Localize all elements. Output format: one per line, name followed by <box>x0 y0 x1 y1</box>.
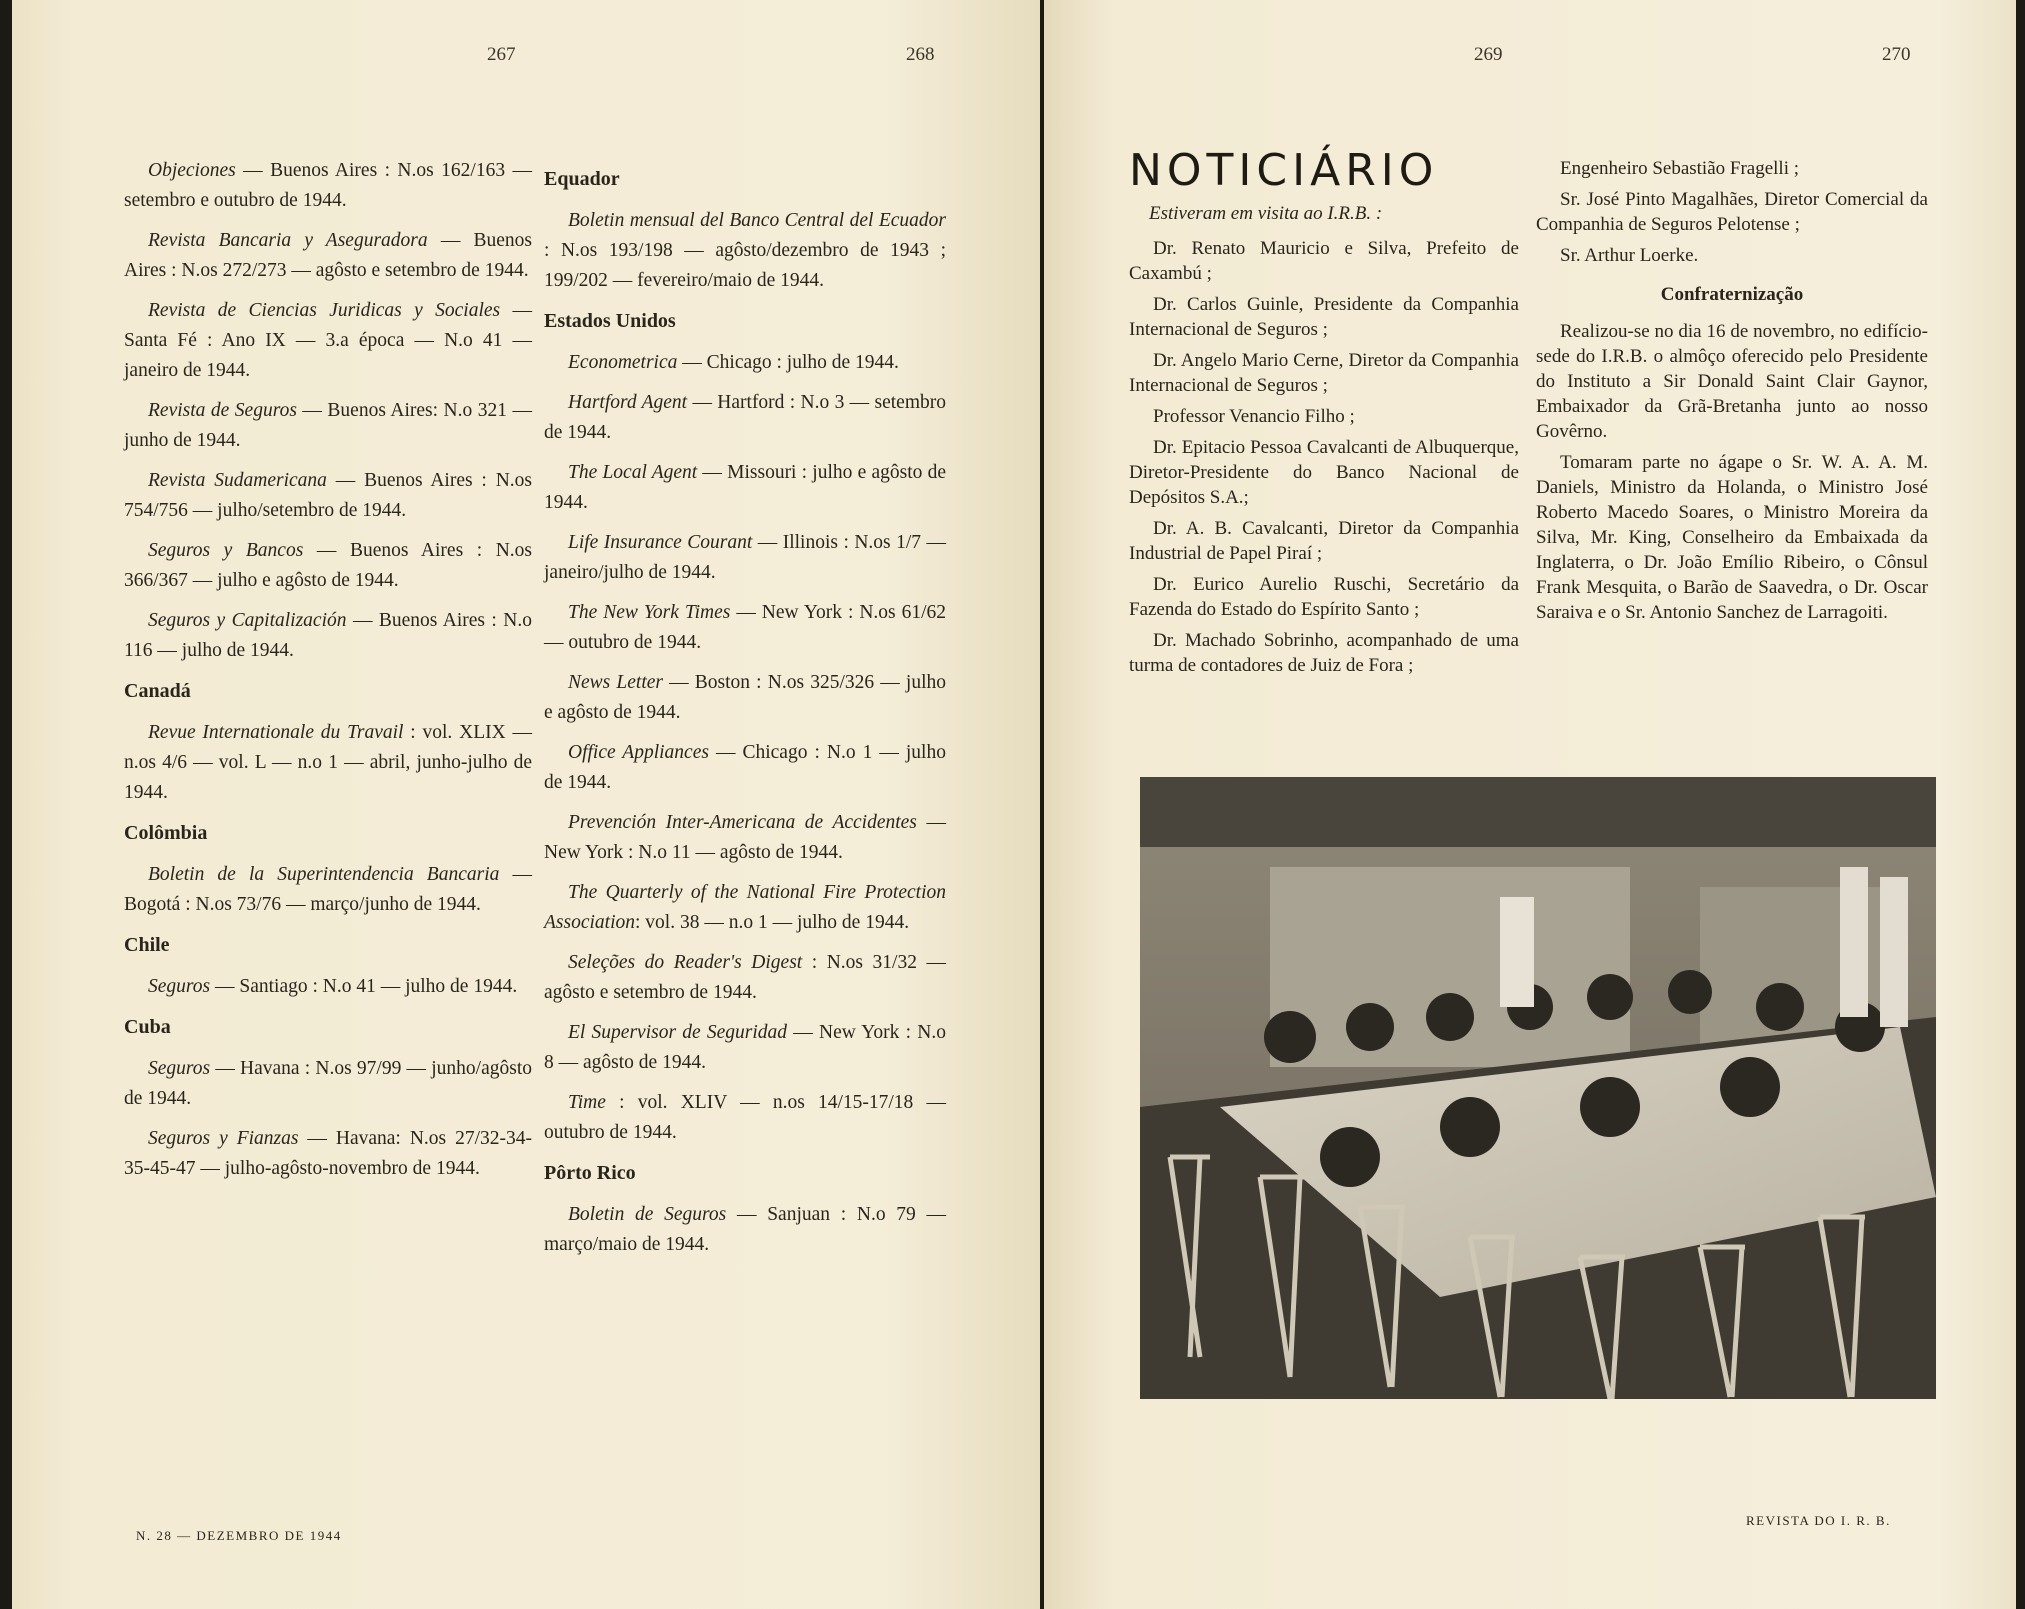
periodical-entry <box>124 156 532 216</box>
periodical-title: Seguros y Bancos <box>148 540 304 561</box>
periodical-entry <box>544 528 946 588</box>
country-heading: Colômbia <box>124 822 208 844</box>
periodical-entry <box>544 808 946 868</box>
periodical-title: Life Insurance Courant <box>568 532 753 553</box>
periodical-details: : N.os 31/32 — agôsto e setembro de 1944. <box>544 952 946 1003</box>
periodical-title: Revue Internationale du Travail <box>148 722 404 743</box>
page-number: 267 <box>487 44 516 65</box>
periodical-title: Prevención Inter-Americana de Accidentes <box>568 812 917 833</box>
visitor-entry: Engenheiro Sebastião Fragelli ; <box>1560 158 1800 179</box>
periodical-title: Objeciones <box>148 160 236 181</box>
banquet-photo <box>1140 777 1936 1399</box>
periodical-details: — Missouri : julho e agôsto de 1944. <box>544 462 946 513</box>
periodical-entry <box>124 296 532 386</box>
periodical-entry <box>544 668 946 728</box>
visitor-entry: Dr. Carlos Guinle, Presidente da Companhia Internacional de Seguros ; <box>1129 294 1519 340</box>
subsection-title: Confraternização <box>1660 284 1804 305</box>
periodical-details: — Santa Fé : Ano IX — 3.a época — N.o 41 — janeiro de 1944. <box>124 300 532 381</box>
periodical-entry <box>544 878 946 938</box>
article-paragraph: Realizou-se no dia 16 de novembro, no edifício-sede do I.R.B. o almôço oferecido pelo Presidente do Instituto a Sir Donald Saint Clair Gaynor, Embaixador da Grã-Bretanha junto ao nosso Govêrno. <box>1536 321 1928 442</box>
visitor-entry: Dr. Machado Sobrinho, acompanhado de uma turma de contadores de Juiz de Fora ; <box>1129 630 1519 676</box>
visitor-entry: Sr. Arthur Loerke. <box>1560 245 1699 266</box>
periodical-details: — Buenos Aires : N.os 272/273 — agôsto e setembro de 1944. <box>124 230 532 281</box>
periodical-details: — Havana: N.os 27/32-34-35-45-47 — julho-agôsto-novembro de 1944. <box>124 1128 532 1179</box>
periodical-details: — Santiago : N.o 41 — julho de 1944. <box>210 976 518 997</box>
periodical-entry <box>124 606 532 666</box>
visitor-entry: Dr. Renato Mauricio e Silva, Prefeito de Caxambú ; <box>1129 238 1519 284</box>
periodical-entry <box>544 738 946 798</box>
visitor-entry: Dr. Epitacio Pessoa Cavalcanti de Albuquerque, Diretor-Presidente do Banco Nacional de Depósitos S.A.; <box>1129 437 1519 508</box>
periodical-entry <box>124 860 532 920</box>
periodical-title: Revista Bancaria y Aseguradora <box>148 230 428 251</box>
right-page <box>1044 0 2016 1609</box>
periodical-entry <box>124 466 532 526</box>
country-heading: Chile <box>124 934 170 956</box>
visitor-entry: Professor Venancio Filho ; <box>1153 406 1355 427</box>
periodical-title: Seguros y Fianzas <box>148 1128 299 1149</box>
periodical-entry <box>124 718 532 808</box>
periodical-details: : vol. 38 — n.o 1 — julho de 1944. <box>635 912 910 933</box>
periodical-title: Revista de Ciencias Juridicas y Sociales <box>148 300 501 321</box>
periodical-title: The Quarterly of the National Fire Protection Association <box>544 882 946 933</box>
country-heading: Canadá <box>124 680 191 702</box>
periodical-details: — Boston : N.os 325/326 — julho e agôsto de 1944. <box>544 672 946 723</box>
periodical-entry <box>544 1200 946 1260</box>
periodical-title: Revista de Seguros <box>148 400 297 421</box>
periodical-title: Office Appliances <box>568 742 709 763</box>
periodical-details: — Sanjuan : N.o 79 — março/maio de 1944. <box>544 1204 946 1255</box>
periodical-details: — Chicago : julho de 1944. <box>677 352 899 373</box>
periodical-entry <box>124 1054 532 1114</box>
periodical-details: — Bogotá : N.os 73/76 — março/junho de 1944. <box>124 864 533 915</box>
periodical-entry <box>124 226 532 286</box>
periodical-details: — Chicago : N.o 1 — julho de 1944. <box>544 742 946 793</box>
country-heading: Cuba <box>124 1016 171 1038</box>
visitor-entry: Sr. José Pinto Magalhães, Diretor Comercial da Companhia de Seguros Pelotense ; <box>1536 189 1928 235</box>
periodical-details: — Illinois : N.os 1/7 — janeiro/julho de 1944. <box>544 532 946 583</box>
periodical-entry <box>544 458 946 518</box>
visitor-entry: Dr. Angelo Mario Cerne, Diretor da Companhia Internacional de Seguros ; <box>1129 350 1519 396</box>
page-number: 269 <box>1474 44 1503 65</box>
periodical-title: Hartford Agent <box>568 392 688 413</box>
periodical-details: — Buenos Aires : N.o 116 — julho de 1944. <box>124 610 532 661</box>
periodical-details: — Hartford : N.o 3 — setembro de 1944. <box>544 392 946 443</box>
country-heading: Equador <box>544 168 620 190</box>
page-number: 270 <box>1882 44 1911 65</box>
periodical-details: — Buenos Aires : N.os 754/756 — julho/setembro de 1944. <box>124 470 532 521</box>
periodical-title: Boletin mensual del Banco Central del Ecuador <box>568 210 946 231</box>
visitor-entry: Dr. Eurico Aurelio Ruschi, Secretário da Fazenda do Estado do Espírito Santo ; <box>1129 574 1519 620</box>
periodical-entry <box>544 206 946 296</box>
periodical-title: The New York Times <box>568 602 731 623</box>
periodical-title: Seguros <box>148 976 211 997</box>
periodical-title: Revista Sudamericana <box>148 470 327 491</box>
right-page-column-1 <box>1129 145 1519 684</box>
periodical-details: — Buenos Aires : N.os 366/367 — julho e agôsto de 1944. <box>124 540 533 591</box>
periodical-details: — Buenos Aires: N.o 321 — junho de 1944. <box>124 400 532 451</box>
periodical-title: Seguros y Capitalización <box>148 610 347 631</box>
left-page-column-1 <box>124 156 532 1194</box>
country-heading: Estados Unidos <box>544 310 676 332</box>
periodical-entry <box>124 972 532 1002</box>
periodical-entry <box>544 388 946 448</box>
periodical-details: — Buenos Aires : N.os 162/163 — setembro e outubro de 1944. <box>124 160 532 211</box>
intro-line: Estiveram em visita ao I.R.B. : <box>1149 203 1383 224</box>
periodical-title: Boletin de Seguros <box>568 1204 727 1225</box>
left-page <box>12 0 1040 1609</box>
periodical-entry <box>544 598 946 658</box>
periodical-details: — New York : N.o 8 — agôsto de 1944. <box>544 1022 946 1073</box>
visitor-entry: Dr. A. B. Cavalcanti, Diretor da Companhia Industrial de Papel Piraí ; <box>1129 518 1519 564</box>
periodical-entry <box>124 1124 532 1184</box>
periodical-details: : vol. XLIX — n.os 4/6 — vol. L — n.o 1 — abril, junho-julho de 1944. <box>124 722 532 803</box>
periodical-title: Seguros <box>148 1058 211 1079</box>
periodical-title: Time <box>568 1092 606 1113</box>
periodical-entry <box>544 348 946 378</box>
periodical-entry <box>544 1018 946 1078</box>
periodical-details: — New York : N.o 11 — agôsto de 1944. <box>544 812 946 863</box>
periodical-entry <box>544 1088 946 1148</box>
page-footer: N. 28 — DEZEMBRO DE 1944 <box>136 1528 342 1543</box>
periodical-details: : vol. XLIV — n.os 14/15-17/18 — outubro de 1944. <box>544 1092 946 1143</box>
periodical-title: Econometrica <box>568 352 678 373</box>
page-number: 268 <box>906 44 935 65</box>
article-paragraph: Tomaram parte no ágape o Sr. W. A. A. M. Daniels, Ministro da Holanda, o Ministro José Roberto Macedo Soares, o Ministro Moreira da Silva, Mr. King, Conselheiro da Embaixada da Inglaterra, o Dr. João Emílio Ribeiro, o Cônsul Frank Mesquita, o Barão de Saavedra, o Dr. Oscar Saraiva e o Sr. Antonio Sanchez de Larragoiti. <box>1536 452 1928 623</box>
periodical-details: : N.os 193/198 — agôsto/dezembro de 1943 ; 199/202 — fevereiro/maio de 1944. <box>544 240 946 291</box>
periodical-details: — Havana : N.os 97/99 — junho/agôsto de 1944. <box>124 1058 532 1109</box>
periodical-entry <box>544 948 946 1008</box>
left-page-column-2 <box>544 156 946 1270</box>
periodical-title: News Letter <box>568 672 663 693</box>
right-page-column-2 <box>1536 156 1928 631</box>
periodical-title: The Local Agent <box>568 462 698 483</box>
page-footer: REVISTA DO I. R. B. <box>1746 1513 1891 1528</box>
periodical-title: El Supervisor de Seguridad <box>568 1022 788 1043</box>
banquet-photo-illustration <box>1140 777 1936 1399</box>
country-heading: Pôrto Rico <box>544 1162 636 1184</box>
periodical-entry <box>124 536 532 596</box>
periodical-entry <box>124 396 532 456</box>
periodical-details: — New York : N.os 61/62 — outubro de 1944. <box>544 602 946 653</box>
section-title: NOTICIÁRIO <box>1129 145 1439 196</box>
periodical-title: Seleções do Reader's Digest <box>568 952 803 973</box>
periodical-title: Boletin de la Superintendencia Bancaria <box>148 864 500 885</box>
